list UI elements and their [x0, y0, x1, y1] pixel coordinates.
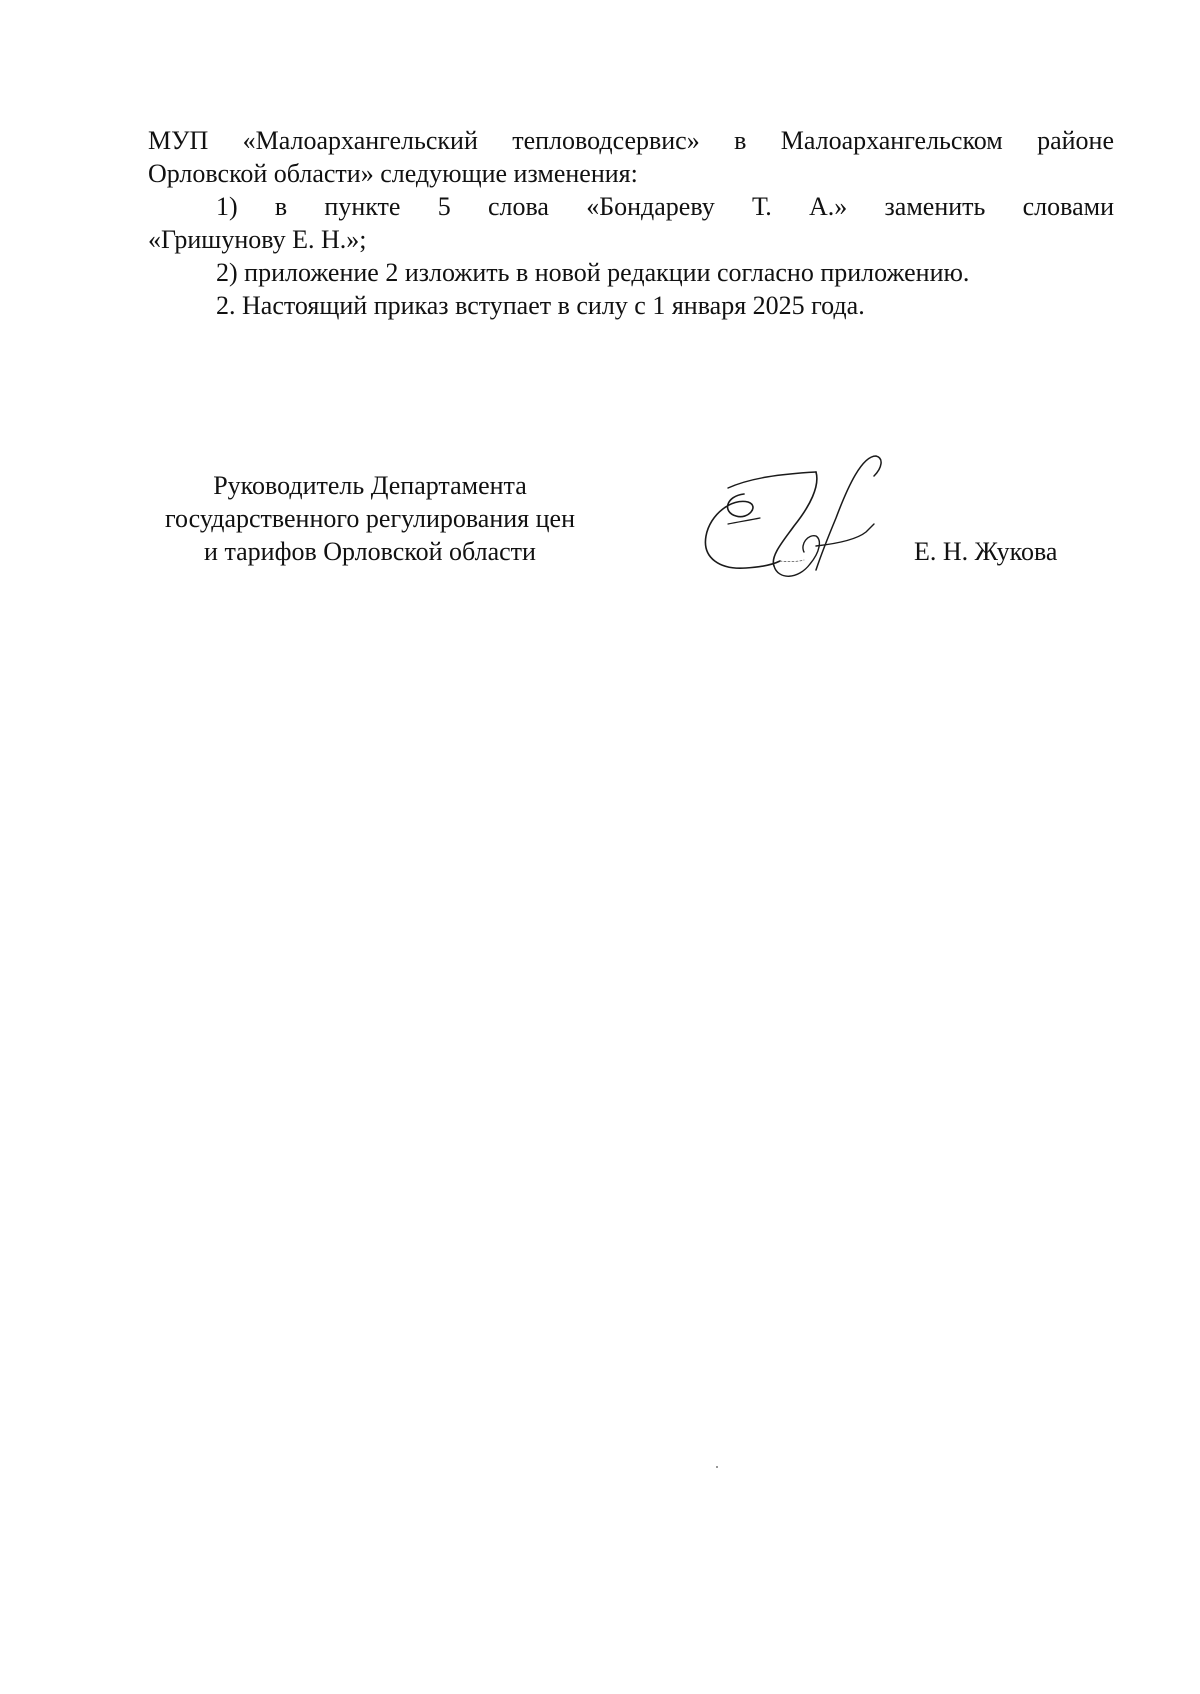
document-body [148, 124, 1114, 322]
paragraph-line: 2. Настоящий приказ вступает в силу с 1 января 2025 года. [216, 291, 865, 320]
scan-artifact [716, 1466, 718, 1468]
handwritten-signature [670, 440, 900, 590]
paragraph-line: Орловской области» следующие изменения: [148, 159, 638, 188]
signatory-title [140, 469, 600, 568]
signatory-title-line: и тарифов Орловской области [204, 537, 536, 566]
paragraph-line: «Гришунову Е. Н.»; [148, 225, 367, 254]
signatory-title-line: Руководитель Департамента [213, 471, 527, 500]
paragraph-line: 1) в пункте 5 слова «Бондареву Т. А.» заменить словами [216, 192, 1114, 221]
paragraph-line: МУП «Малоархангельский тепловодсервис» в Малоархангельском районе [148, 126, 1114, 155]
signatory-title-line: государственного регулирования цен [165, 504, 575, 533]
signatory-name: Е. Н. Жукова [914, 537, 1058, 566]
paragraph-line: 2) приложение 2 изложить в новой редакции согласно приложению. [216, 258, 970, 287]
